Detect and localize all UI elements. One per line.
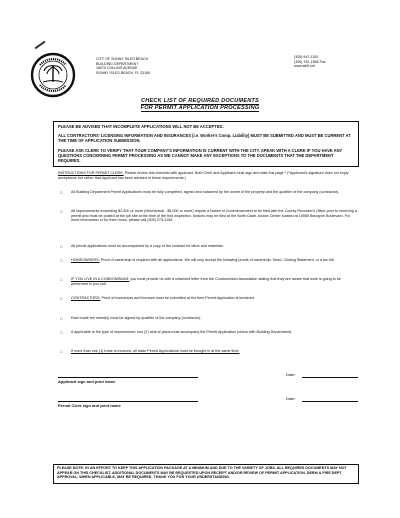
- city-address-block: [96, 57, 150, 75]
- list-item: Each trade fee sheet(s) must be signed by qualifier of the company (contractor).: [71, 316, 202, 320]
- applicant-date-line[interactable]: [302, 377, 358, 378]
- phone-number: (305) 947-1100: [294, 55, 319, 59]
- list-item: CONTRACTORS: Proof of insurances and licenses must be submitted at the time Permit Application is tendered.: [71, 296, 255, 300]
- footer-notice-box: [53, 464, 359, 484]
- clerk-sign-label: Permit Clerk sign and print name: [58, 403, 121, 408]
- website: www.sibfl.net: [294, 64, 315, 69]
- instructions: [58, 171, 358, 180]
- city-line: BUILDING DEPARTMENT: [96, 61, 139, 66]
- instructions-heading: INSTRUCTIONS FOR PERMIT CLERK:: [58, 171, 124, 175]
- checkbox-icon: □: [60, 296, 63, 301]
- notice-licensing: ALL CONTRACTORS' LICENSING INFORMATION AND INSURANCES (i.e. Worker's Comp. Liability) MUST BE SUBMITTED AND MUST BE CURRENT AT THE TIME OF APPLICATION SUBMISSION.: [58, 133, 351, 144]
- contact-block: [294, 55, 326, 69]
- list-item: All improvements exceeding $2,500 or more (Mechanical - $5,000 or more) require a Notice of Commencement to be filed with the County Recorder's Office prior to receiving a permit and must be posted at the job site at the time of the first inspection. Notices may be filed at the North Dade Justice Center located at 15555 Biscayne Boulevard. For more information or for their hours, please call (305) 275-1155.: [71, 209, 357, 223]
- list-item: IF YOU LIVE IN A CONDOMINIUM, you must provide us with a notarized letter from the Condominium Association stating that they are aware that work is going to be performed in you unit.: [71, 277, 341, 286]
- city-line: CITY OF SUNNY ISLES BEACH: [96, 57, 149, 61]
- notice-incomplete: PLEASE BE ADVISED THAT INCOMPLETE APPLICATIONS WILL NOT BE ACCEPTED.: [58, 124, 224, 129]
- applicant-signature-line[interactable]: [58, 377, 198, 378]
- notice-verify: PLEASE ASK CLERK TO VERIFY THAT YOUR COMPANY'S INFORMATION IS CURRENT WITH THE CITY. SPEAK WITH A CLERK IF YOU HAVE ANY QUESTIONS CONCERNING PERMIT PROCESSING AS WE CANNOT MAKE ANY EXCEPTIONS TO THE DOCUMENTS THAT THE DEPARTMENT REQUIRES.: [58, 148, 343, 164]
- clerk-date-label: Date:: [286, 396, 296, 401]
- pen-mark: [35, 41, 46, 50]
- checkbox-icon: □: [60, 277, 63, 282]
- notice-box: [53, 121, 359, 167]
- list-item: All permit applications must be accompanied by a copy of the contract for labor and materials.: [71, 244, 224, 248]
- checkbox-icon: □: [60, 316, 63, 321]
- checkbox-icon: □: [60, 330, 63, 335]
- list-item: All Building Department Permit Applications must be fully completed, signed and notarized by the owner of the property and the qualifier of the company (contractor).: [71, 190, 340, 194]
- checkbox-icon: □: [60, 258, 63, 263]
- footer-notice-text: PLEASE NOTE: IN AN EFFORT TO KEEP THIS APPLICATION PACKAGE AT A MINIMUM AND DUE TO THE VARIETY OF JOBS, ALL REQUIRED DOCUMENTS MAY NOT APPEAR ON THIS CHECKLIST. ADDITIONAL DOCUMENTS MAY BE REQUESTED UPON RECEIPT AND/OR REVIEW OF PERMIT APPLICATION. DERM & FIRE DEPT APPROVAL, WHEN APPLICABLE, MAY BE REQUIRED. THANK YOU FOR YOUR UNDERSTANDING.: [57, 466, 347, 480]
- clerk-date-line[interactable]: [302, 401, 358, 402]
- city-seal-icon: [30, 52, 76, 98]
- applicant-sign-label: Applicant sign and print name: [58, 379, 116, 384]
- applicant-date-label: Date:: [286, 372, 296, 377]
- document-subtitle: FOR PERMIT APPLICATION PROCESSING: [140, 105, 260, 111]
- document-title: CHECK LIST OF REQUIRED DOCUMENTS: [141, 98, 259, 104]
- fax-number: (305) 792-1565 Fax: [294, 59, 326, 64]
- city-line: 18070 COLLINS AVENUE: [96, 66, 138, 71]
- city-line: SUNNY ISLES BEACH, FL 33160: [96, 70, 151, 75]
- list-item: If applicable to the type of improvement, two (2) sets of plans must accompany the Permit Application (check with Building Department).: [71, 330, 293, 334]
- instructions-text: Please review this checklist with applicant. Both Clerk and Applicant must sign and date this page.* (*Applicant's signature does not imply acceptance but rather that Applicant has been advised of these requirements.): [58, 171, 349, 180]
- checkbox-icon: □: [60, 190, 63, 195]
- list-item: HOMEOWNERS: Proof of ownership is required with all applications. We will only accept the following proofs of ownership: Deed, Closing Statement, or a tax bill.: [71, 258, 335, 262]
- checkbox-icon: □: [60, 244, 63, 249]
- checkbox-icon: □: [60, 349, 63, 354]
- checkbox-icon: □: [60, 209, 63, 214]
- list-item: If more than one (1) trade is involved, all trade Permit Applications must be brought in at the same time.: [71, 349, 240, 353]
- clerk-signature-line[interactable]: [58, 401, 198, 402]
